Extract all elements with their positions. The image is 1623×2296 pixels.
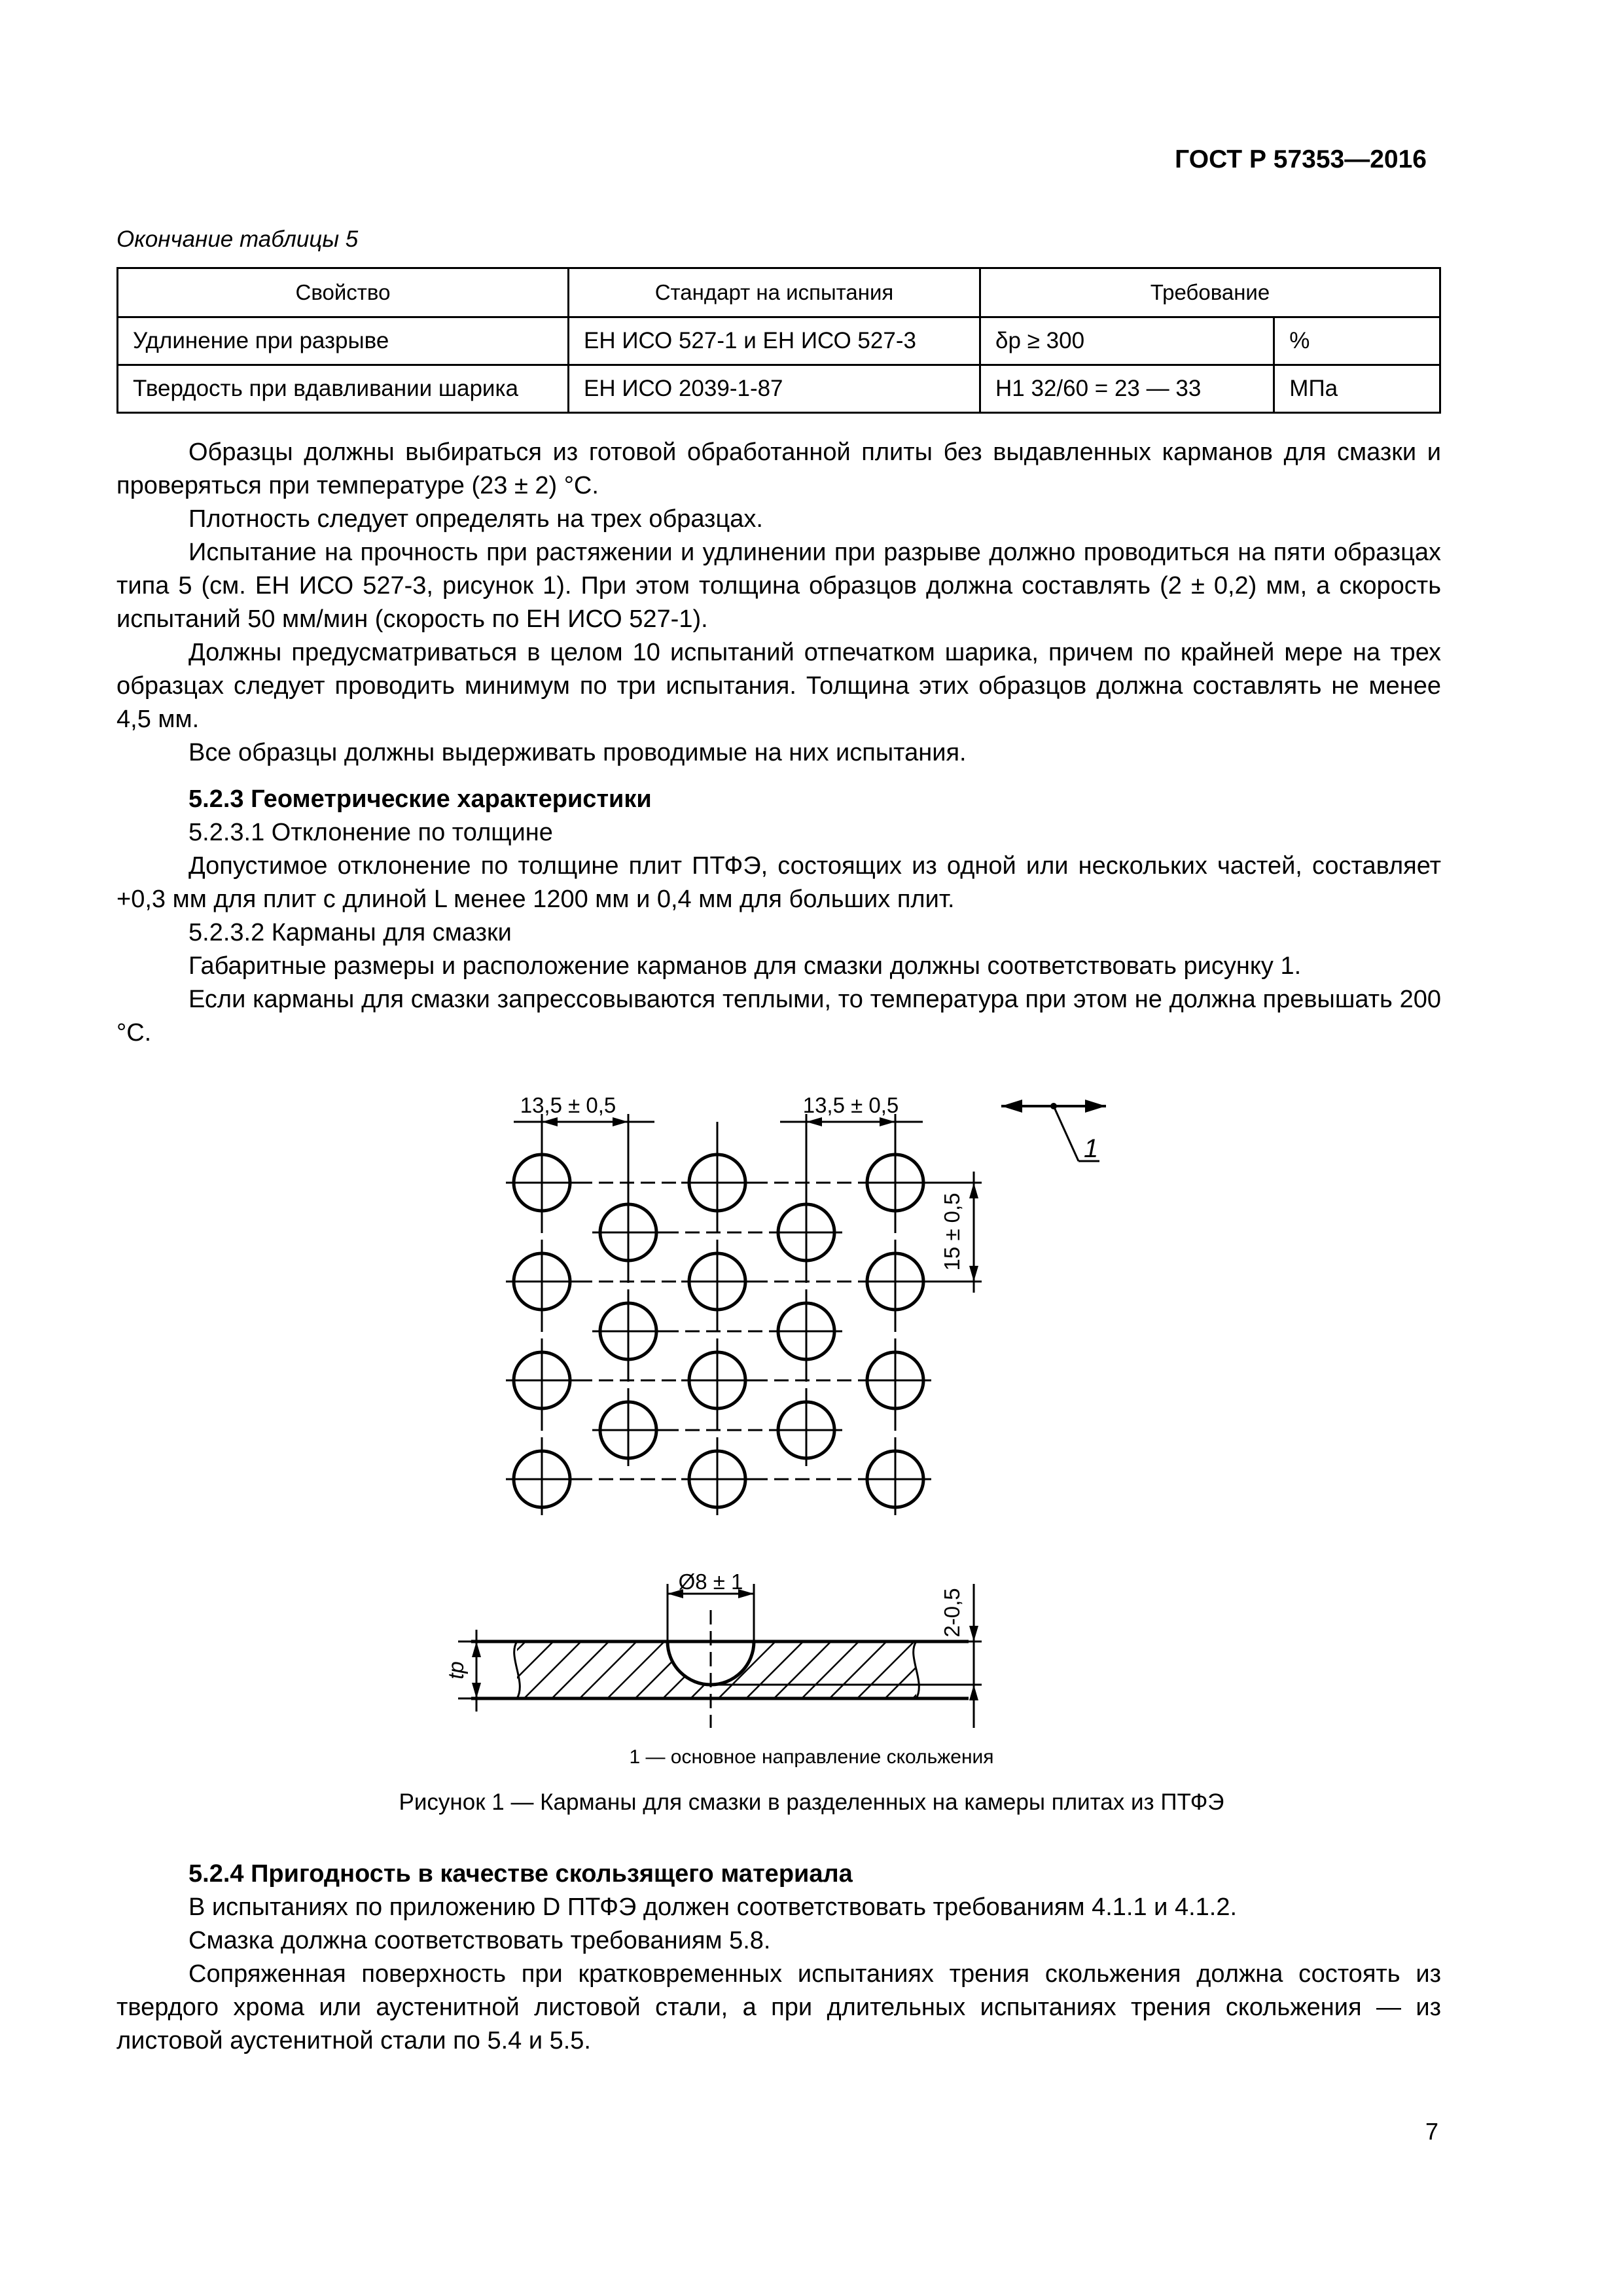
pocket-row-3	[506, 1246, 931, 1318]
cross-section	[444, 1570, 982, 1728]
pocket-row-7	[506, 1443, 931, 1515]
pocket-depth-dimension: 2-0,5	[940, 1588, 964, 1638]
pitch-dimension-lines	[514, 1114, 982, 1293]
paragraph: Испытание на прочность при растяжении и удлинении при разрыве должно проводиться на пяти образцах типа 5 (см. ЕН ИСО 527-3, рисунок 1). При этом толщина образцов должна составлять (2 ± 0,2) мм, а скорость испытаний 50 мм/мин (скорость по ЕН ИСО 527-1).	[116, 539, 1441, 633]
paragraph: Плотность следует определять на трех образцах.	[188, 505, 763, 533]
body-text-bottom	[116, 1857, 1441, 2058]
table-cell: ЕН ИСО 2039-1-87	[569, 365, 980, 413]
table-cell: %	[1274, 317, 1440, 365]
sliding-direction-indicator	[1001, 1100, 1106, 1163]
paragraph: Если карманы для смазки запрессовываются теплыми, то температура при этом не должна превышать 200 °С.	[116, 986, 1441, 1047]
paragraph: Все образцы должны выдерживать проводимые на них испытания.	[188, 739, 967, 766]
table-cell: Твердость при вдавливании шарика	[118, 365, 569, 413]
paragraph: В испытаниях по приложению D ПТФЭ должен соответствовать требованиям 4.1.1 и 4.1.2.	[188, 1893, 1238, 1921]
table-header-cell: Свойство	[118, 268, 569, 317]
figure-legend: 1 — основное направление скольжения	[629, 1746, 994, 1768]
page-number: 7	[1425, 2118, 1438, 2145]
paragraph: Смазка должна соответствовать требованиям 5.8.	[188, 1927, 771, 1954]
table-header-cell: Стандарт на испытания	[569, 268, 980, 317]
section-heading: 5.2.3 Геометрические характеристики	[188, 785, 652, 813]
section-heading: 5.2.4 Пригодность в качестве скользящего материала	[188, 1860, 853, 1888]
row-spacing-dimension: 15 ± 0,5	[940, 1193, 964, 1271]
paragraph: Допустимое отклонение по толщине плит ПТФЭ, состоящих из одной или нескольких частей, составляет +0,3 мм для плит с длиной L менее 1200 мм и 0,4 мм для больших плит.	[116, 852, 1441, 913]
plate-thickness-dimension: tp	[444, 1661, 468, 1679]
direction-label: 1	[1084, 1134, 1099, 1163]
table-caption: Окончание таблицы 5	[116, 226, 359, 252]
table-header-cell: Требование	[980, 268, 1440, 317]
pocket-row-5	[506, 1344, 931, 1416]
pitch-dimension-right: 13,5 ± 0,5	[802, 1093, 899, 1117]
pitch-dimension-left: 13,5 ± 0,5	[520, 1093, 616, 1117]
subsection-heading: 5.2.3.1 Отклонение по толщине	[188, 819, 553, 846]
table-cell: Н1 32/60 = 23 — 33	[980, 365, 1274, 413]
paragraph: Должны предусматриваться в целом 10 испытаний отпечатком шарика, причем по крайней мере на трех образцах следует проводить минимум по три испытания. Толщина этих образцов должна составлять не менее 4,5 мм.	[116, 639, 1441, 733]
table-cell: Удлинение при разрыве	[118, 317, 569, 365]
subsection-heading: 5.2.3.2 Карманы для смазки	[188, 919, 512, 946]
paragraph: Габаритные размеры и расположение карманов для смазки должны соответствовать рисунку 1.	[188, 952, 1302, 980]
diameter-dimension: Ø8 ± 1	[678, 1570, 743, 1594]
table-cell: МПа	[1274, 365, 1440, 413]
pocket-row-1	[506, 1147, 931, 1219]
table-cell: ЕН ИСО 527-1 и ЕН ИСО 527-3	[569, 317, 980, 365]
table-cell: δр ≥ 300	[980, 317, 1274, 365]
figure-caption: Рисунок 1 — Карманы для смазки в разделенных на камеры плитах из ПТФЭ	[399, 1789, 1224, 1815]
paragraph: Сопряженная поверхность при кратковременных испытаниях трения скольжения должна состоять из твердого хрома или аустенитной листовой стали, а при длительных испытаниях трения скольжения — из листовой аустенитной стали по 5.4 и 5.5.	[116, 1960, 1441, 2054]
paragraph: Образцы должны выбираться из готовой обработанной плиты без выдавленных карманов для смазки и проверяться при температуре (23 ± 2) °С.	[116, 439, 1441, 499]
pitch-dimension-arrows	[542, 1117, 978, 1282]
document-number: ГОСТ Р 57353—2016	[1175, 145, 1427, 173]
